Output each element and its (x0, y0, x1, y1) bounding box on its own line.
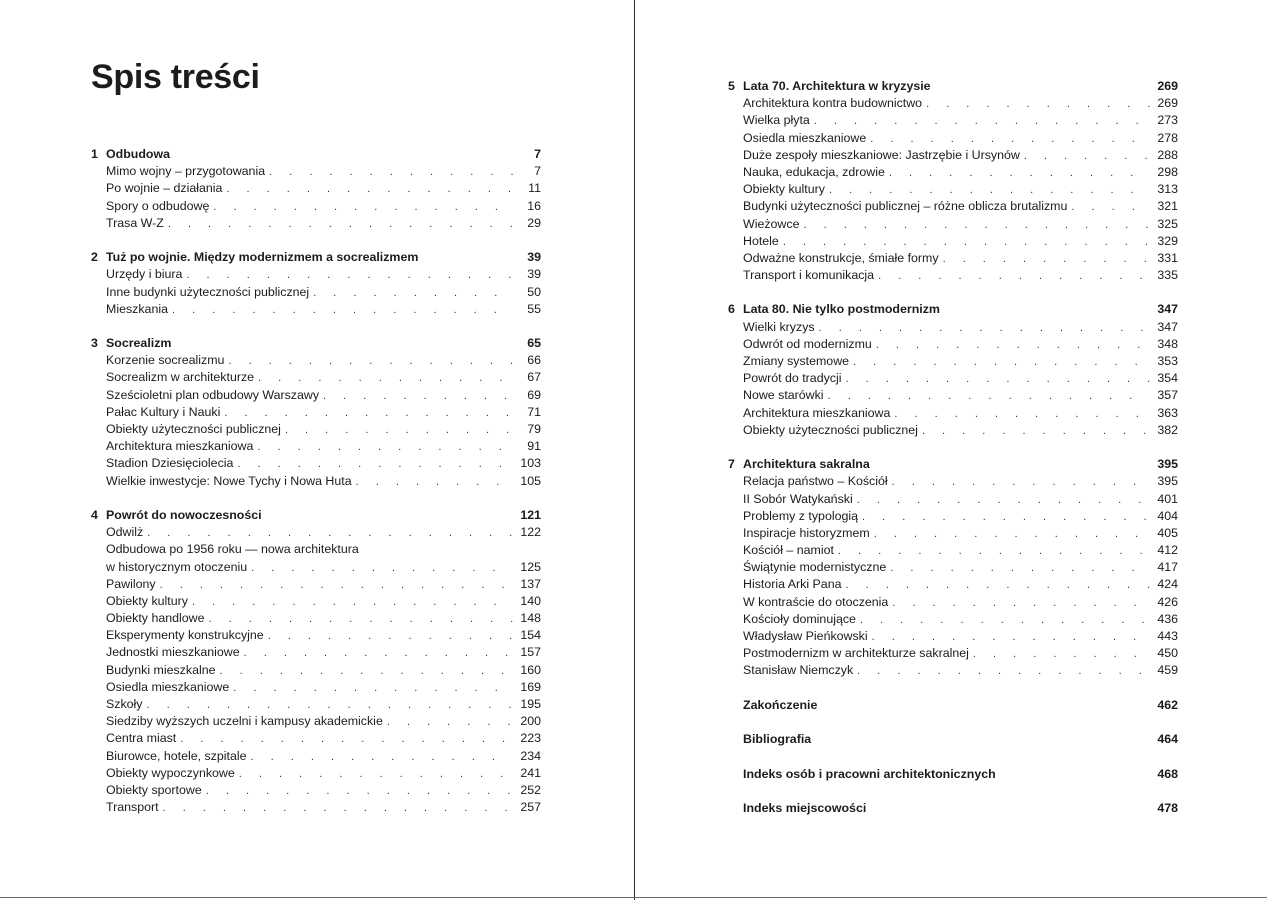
entry-title: Obiekty handlowe (106, 611, 205, 626)
chapter-title: Architektura sakralna (743, 457, 870, 472)
entry-page-number: 125 (520, 559, 541, 574)
chapter-number: 7 (728, 457, 735, 472)
dot-leader (257, 439, 513, 456)
dot-leader (269, 164, 513, 181)
entry-title: Obiekty wypoczynkowe (106, 765, 235, 780)
entry-page-number: 450 (1157, 646, 1178, 661)
entry-title: Obiekty sportowe (106, 782, 202, 797)
dot-leader (845, 577, 1150, 594)
chapter-page-number: 269 (1157, 79, 1178, 93)
toc-entry (91, 404, 541, 421)
toc-entry (91, 284, 541, 301)
toc-entry (91, 180, 541, 197)
toc-entry (728, 576, 1178, 593)
dot-leader (783, 234, 1150, 251)
toc-entry (91, 524, 541, 541)
toc-entry (728, 95, 1178, 112)
dot-leader (857, 492, 1150, 509)
entry-page-number: 269 (1157, 96, 1178, 111)
dot-leader (870, 131, 1150, 148)
entry-page-number: 195 (520, 697, 541, 711)
entry-page-number: 234 (520, 748, 541, 763)
entry-title: Pałac Kultury i Nauki (106, 404, 221, 419)
entry-title: Mieszkania (106, 301, 168, 316)
entry-page-number: 160 (520, 662, 541, 677)
dot-leader (233, 680, 513, 697)
dot-leader (186, 267, 513, 284)
entry-title: II Sobór Watykański (743, 491, 853, 506)
dot-leader (874, 526, 1150, 543)
entry-page-number: 50 (527, 284, 541, 299)
dot-leader (838, 543, 1150, 560)
dot-leader (147, 525, 513, 542)
toc-entry (91, 559, 541, 576)
toc-entry (91, 421, 541, 438)
toc-entry (728, 628, 1178, 645)
dot-leader (857, 663, 1150, 680)
chapter-number: 6 (728, 302, 735, 317)
chapter-number: 4 (91, 507, 98, 522)
dot-leader (819, 320, 1150, 337)
entry-page-number: 29 (527, 215, 541, 230)
toc-entry (728, 181, 1178, 198)
entry-page-number: 325 (1157, 216, 1178, 231)
entry-title: Odwrót od modernizmu (743, 336, 872, 351)
dot-leader (876, 337, 1150, 354)
entry-page-number: 395 (1157, 474, 1178, 489)
dot-leader (853, 354, 1150, 371)
chapter-title: Socrealizm (106, 336, 172, 351)
entry-page-number: 11 (528, 181, 541, 196)
entry-page-number: 257 (520, 800, 541, 815)
entry-title: Inne budynki użyteczności publicznej (106, 284, 310, 299)
back-matter-page-number: 462 (1157, 697, 1178, 712)
dot-leader (244, 645, 513, 662)
toc-entry (728, 645, 1178, 662)
dot-leader (237, 456, 513, 473)
toc-entry (91, 765, 541, 782)
toc-entry (91, 782, 541, 799)
dot-leader (268, 628, 513, 645)
right-page (636, 0, 1267, 900)
chapter-number: 1 (91, 147, 98, 161)
toc-entry (91, 662, 541, 679)
entry-page-number: 363 (1157, 405, 1178, 420)
entry-title: Trasa W-Z (106, 215, 164, 230)
dot-leader (829, 182, 1150, 199)
dot-leader (860, 612, 1150, 629)
toc-entry (91, 455, 541, 472)
chapter-title: Powrót do nowoczesności (106, 507, 262, 522)
entry-title: Odwilż (106, 525, 144, 540)
dot-leader (239, 766, 513, 783)
dot-leader (943, 251, 1150, 268)
entry-page-number: 401 (1157, 491, 1178, 506)
entry-title: Nowe starówki (743, 388, 824, 403)
dot-leader (814, 113, 1150, 130)
toc-entry (91, 627, 541, 644)
toc-right-column (728, 78, 1178, 834)
toc-entry (91, 799, 541, 816)
toc-entry (728, 336, 1178, 353)
toc-entry (728, 319, 1178, 336)
toc-chapter (91, 146, 541, 232)
toc-entry (728, 387, 1178, 404)
entry-page-number: 148 (520, 611, 541, 626)
toc-chapter (91, 249, 541, 318)
toc-entry (728, 353, 1178, 370)
entry-page-number: 137 (520, 576, 541, 591)
entry-title: Transport (106, 800, 159, 815)
toc-entry (728, 491, 1178, 508)
dot-leader (889, 165, 1150, 182)
bottom-edge-line (0, 897, 1267, 898)
entry-page-number: 69 (527, 387, 541, 402)
dot-leader (206, 783, 513, 800)
chapter-heading (728, 78, 1178, 95)
dot-leader (285, 422, 513, 439)
dot-leader (258, 370, 513, 387)
toc-entry (91, 301, 541, 318)
entry-page-number: 71 (527, 404, 541, 419)
dot-leader (862, 509, 1150, 526)
entry-title: Odważne konstrukcje, śmiałe formy (743, 250, 939, 265)
toc-entry (728, 559, 1178, 576)
back-matter-title: Zakończenie (743, 697, 818, 712)
dot-leader (890, 560, 1150, 577)
chapter-title: Lata 70. Architektura w kryzysie (743, 79, 931, 93)
entry-page-number: 459 (1157, 663, 1178, 678)
dot-leader (803, 217, 1150, 234)
entry-page-number: 426 (1157, 594, 1178, 609)
back-matter-title: Indeks osób i pracowni architektonicznych (743, 766, 996, 781)
entry-title: Architektura kontra budownictwo (743, 96, 923, 111)
entry-title: Transport i komunikacja (743, 268, 875, 283)
dot-leader (892, 595, 1150, 612)
entry-title: Obiekty użyteczności publicznej (106, 422, 281, 436)
entry-page-number: 288 (1157, 147, 1178, 162)
entry-title: Pawilony (106, 576, 156, 591)
dot-leader (323, 388, 513, 405)
chapter-page-number: 39 (527, 250, 541, 265)
entry-title: Nauka, edukacja, zdrowie (743, 164, 885, 179)
dot-leader (224, 405, 513, 422)
entry-title: Korzenie socrealizmu (106, 353, 225, 368)
entry-title: Świątynie modernistyczne (743, 560, 887, 575)
entry-page-number: 154 (520, 628, 541, 643)
toc-entry (91, 215, 541, 232)
back-matter-page-number: 468 (1157, 766, 1178, 781)
dot-leader (226, 181, 513, 198)
entry-page-number: 313 (1157, 182, 1178, 197)
dot-leader (828, 388, 1150, 405)
dot-leader (228, 353, 513, 370)
toc-entry (91, 730, 541, 747)
entry-title: Szkoły (106, 697, 143, 711)
chapter-heading (91, 146, 541, 163)
toc-chapter (728, 301, 1178, 439)
entry-page-number: 105 (520, 473, 541, 488)
entry-title: Jednostki mieszkaniowe (106, 645, 240, 660)
entry-title: Zmiany systemowe (743, 354, 850, 368)
chapter-page-number: 121 (520, 507, 541, 522)
entry-title: Wieżowce (743, 216, 800, 231)
toc-entry-line (91, 541, 541, 558)
toc-chapter (91, 507, 541, 816)
toc-entry (728, 130, 1178, 147)
entry-page-number: 241 (520, 765, 541, 780)
entry-page-number: 39 (527, 267, 541, 282)
chapter-heading (91, 507, 541, 524)
chapter-page-number: 65 (527, 336, 541, 351)
toc-entry (91, 198, 541, 215)
entry-page-number: 7 (534, 164, 541, 179)
chapter-page-number: 395 (1157, 457, 1178, 472)
toc-entry (728, 233, 1178, 250)
chapter-heading (728, 456, 1178, 473)
dot-leader (356, 474, 513, 491)
entry-title: Hotele (743, 233, 779, 248)
toc-chapter (91, 335, 541, 490)
toc-entry (728, 250, 1178, 267)
chapter-number: 2 (91, 250, 98, 265)
toc-entry (91, 644, 541, 661)
entry-title: W kontraście do otoczenia (743, 594, 889, 609)
entry-page-number: 436 (1157, 611, 1178, 626)
dot-leader (845, 371, 1150, 388)
chapter-title: Odbudowa (106, 147, 171, 161)
toc-entry (728, 267, 1178, 284)
entry-title: Obiekty użyteczności publicznej (743, 422, 918, 437)
dot-leader (973, 646, 1150, 663)
dot-leader (313, 285, 513, 302)
toc-chapter (728, 78, 1178, 284)
toc-entry (91, 369, 541, 386)
entry-page-number: 169 (520, 679, 541, 694)
entry-page-number: 348 (1157, 336, 1178, 351)
toc-entry (728, 370, 1178, 387)
dot-leader (251, 560, 513, 577)
entry-title: Po wojnie – działania (106, 181, 223, 196)
back-matter-entry (728, 766, 1178, 783)
entry-title: Relacja państwo – Kościół (743, 474, 888, 489)
entry-title: Stadion Dziesięciolecia (106, 456, 234, 471)
entry-page-number: 357 (1157, 388, 1178, 403)
toc-entry (91, 679, 541, 696)
entry-page-number: 67 (527, 370, 541, 385)
entry-title: Mimo wojny – przygotowania (106, 164, 266, 179)
entry-page-number: 16 (527, 198, 541, 213)
entry-title: Wielka płyta (743, 113, 810, 128)
entry-title: Władysław Pieńkowski (743, 629, 868, 643)
entry-page-number: 354 (1157, 371, 1178, 386)
entry-page-number: 122 (520, 525, 541, 540)
entry-title: Osiedla mieszkaniowe (743, 130, 867, 145)
entry-page-number: 353 (1157, 354, 1178, 368)
entry-title: Siedziby wyższych uczelni i kampusy akademickie (106, 714, 383, 729)
back-matter-title: Bibliografia (743, 732, 812, 747)
toc-entry (91, 748, 541, 765)
dot-leader (220, 663, 513, 680)
dot-leader (892, 474, 1150, 491)
back-matter-entry (728, 800, 1178, 817)
back-matter-entry (728, 731, 1178, 748)
chapter-page-number: 7 (534, 147, 541, 161)
dot-leader (172, 302, 513, 319)
entry-page-number: 91 (527, 439, 541, 454)
entry-page-number: 443 (1157, 629, 1178, 643)
entry-title: Problemy z typologią (743, 508, 859, 523)
toc-entry (728, 405, 1178, 422)
entry-title: Centra miast (106, 731, 177, 746)
entry-page-number: 424 (1157, 577, 1178, 592)
entry-title: Historia Arki Pana (743, 577, 842, 592)
entry-title: Sześcioletni plan odbudowy Warszawy (106, 387, 320, 402)
toc-entry (728, 525, 1178, 542)
toc-entry (728, 662, 1178, 679)
chapter-number: 5 (728, 79, 735, 93)
entry-page-number: 55 (527, 301, 541, 316)
entry-title: Inspiracje historyzmem (743, 525, 870, 540)
toc-entry (91, 438, 541, 455)
entry-page-number: 66 (527, 353, 541, 368)
entry-title: Duże zespoły mieszkaniowe: Jastrzębie i Ursynów (743, 147, 1020, 162)
entry-page-number: 331 (1157, 250, 1178, 265)
toc-entry (728, 594, 1178, 611)
book-spine-divider (634, 0, 635, 900)
toc-entry (91, 576, 541, 593)
entry-page-number: 417 (1157, 560, 1178, 575)
chapter-page-number: 347 (1157, 302, 1178, 317)
back-matter-page-number: 478 (1157, 800, 1178, 815)
toc-entry (91, 266, 541, 283)
dot-leader (878, 268, 1150, 285)
entry-title: Kościoły dominujące (743, 611, 856, 626)
entry-title: Stanisław Niemczyk (743, 663, 854, 678)
dot-leader (926, 96, 1150, 113)
entry-title: Spory o odbudowę (106, 198, 210, 213)
toc-entry (728, 473, 1178, 490)
entry-title: Architektura mieszkaniowa (106, 439, 254, 454)
entry-page-number: 79 (527, 422, 541, 436)
entry-title: Biurowce, hotele, szpitale (106, 748, 247, 763)
entry-page-number: 382 (1157, 422, 1178, 437)
chapter-heading (91, 249, 541, 266)
dot-leader (180, 731, 513, 748)
toc-entry (728, 508, 1178, 525)
dot-leader (1071, 199, 1150, 216)
back-matter-entry (728, 697, 1178, 714)
back-matter-page-number: 464 (1157, 732, 1178, 747)
entry-page-number: 412 (1157, 543, 1178, 558)
entry-page-number: 335 (1157, 268, 1178, 283)
entry-title: Socrealizm w architekturze (106, 370, 255, 385)
toc-entry (728, 112, 1178, 129)
entry-title: Powrót do tradycji (743, 371, 842, 386)
toc-entry (91, 473, 541, 490)
chapter-title: Lata 80. Nie tylko postmodernizm (743, 302, 940, 317)
dot-leader (387, 714, 513, 731)
entry-page-number: 347 (1157, 319, 1178, 334)
entry-page-number: 223 (520, 731, 541, 746)
toc-entry (91, 713, 541, 730)
chapter-number: 3 (91, 336, 98, 351)
toc-entry (728, 198, 1178, 215)
toc-entry (728, 147, 1178, 164)
toc-entry (728, 422, 1178, 439)
toc-left-column (91, 146, 541, 834)
toc-entry (728, 611, 1178, 628)
dot-leader (147, 697, 514, 714)
entry-page-number: 405 (1157, 525, 1178, 540)
toc-entry (91, 163, 541, 180)
entry-title: Urzędy i biura (106, 267, 183, 282)
toc-entry (91, 610, 541, 627)
back-matter-title: Indeks miejscowości (743, 800, 867, 815)
dot-leader (213, 199, 513, 216)
entry-title: Kościół – namiot (743, 543, 834, 558)
entry-page-number: 278 (1157, 130, 1178, 145)
entry-page-number: 140 (520, 593, 541, 608)
toc-chapter (728, 456, 1178, 679)
entry-page-number: 321 (1157, 199, 1178, 214)
dot-leader (1024, 148, 1150, 165)
dot-leader (922, 423, 1150, 440)
dot-leader (163, 800, 513, 817)
toc-entry (91, 593, 541, 610)
entry-page-number: 157 (520, 645, 541, 660)
dot-leader (168, 216, 513, 233)
toc-entry (91, 696, 541, 713)
entry-page-number: 103 (520, 456, 541, 471)
dot-leader (251, 749, 513, 766)
toc-entry (728, 216, 1178, 233)
entry-page-number: 404 (1157, 508, 1178, 523)
entry-title: Budynki użyteczności publicznej – różne oblicza brutalizmu (743, 199, 1068, 214)
entry-title: Wielki kryzys (743, 319, 815, 334)
page-title: Spis treści (91, 58, 260, 96)
entry-title: Architektura mieszkaniowa (743, 405, 891, 420)
entry-page-number: 200 (520, 714, 541, 729)
chapter-heading (728, 301, 1178, 318)
entry-title: Osiedla mieszkaniowe (106, 679, 230, 694)
dot-leader (872, 629, 1150, 646)
dot-leader (160, 577, 513, 594)
toc-entry (728, 542, 1178, 559)
entry-page-number: 329 (1157, 233, 1178, 248)
entry-page-number: 252 (520, 782, 541, 797)
entry-title: Postmodernizm w architekturze sakralnej (743, 646, 969, 661)
dot-leader (209, 611, 514, 628)
entry-title: Eksperymenty konstrukcyjne (106, 628, 264, 643)
entry-page-number: 298 (1157, 164, 1178, 179)
entry-title: Wielkie inwestycje: Nowe Tychy i Nowa Huta (106, 473, 352, 488)
dot-leader (894, 406, 1150, 423)
toc-entry (728, 164, 1178, 181)
toc-entry (91, 352, 541, 369)
dot-leader (192, 594, 513, 611)
toc-entry (91, 387, 541, 404)
chapter-title: Tuż po wojnie. Między modernizmem a socrealizmem (106, 250, 419, 265)
entry-title: Budynki mieszkalne (106, 662, 216, 677)
entry-title: Obiekty kultury (106, 593, 188, 608)
entry-title: Obiekty kultury (743, 182, 825, 197)
entry-title-continued: w historycznym otoczeniu (106, 559, 248, 574)
entry-page-number: 273 (1157, 113, 1178, 128)
entry-title: Odbudowa po 1956 roku — nowa architektura (106, 542, 359, 557)
chapter-heading (91, 335, 541, 352)
